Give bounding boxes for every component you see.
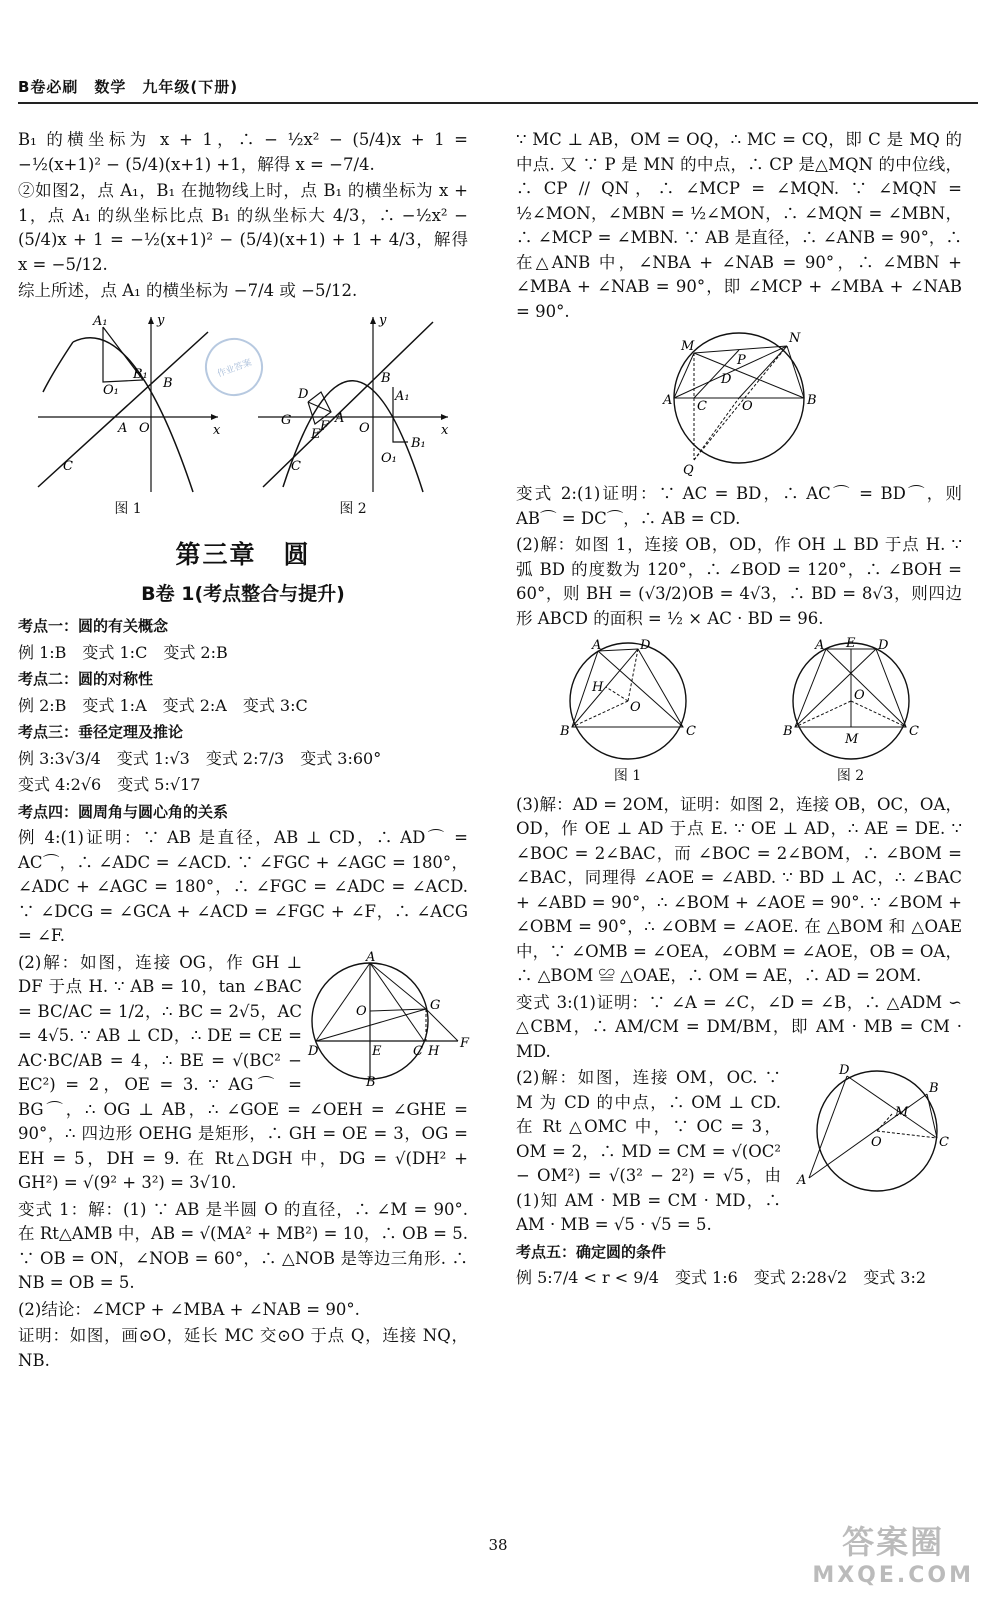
svg-text:G: G bbox=[281, 412, 292, 428]
figure-caption: 图 2 bbox=[339, 500, 367, 517]
svg-text:F: F bbox=[320, 418, 330, 434]
svg-text:B: B bbox=[366, 1074, 376, 1090]
svg-text:C: C bbox=[63, 458, 73, 474]
paragraph: ∵ MC ⊥ AB，OM = OQ，∴ MC = CQ，即 C 是 MQ 的中点. 又 ∵ P 是 MN 的中点，∴ CP 是△MQN 的中位线，∴ CP // QN，∴ ∠MCP = ∠MQN. ∵ ∠MQN = ½∠MON，∠MBN = ½∠MON，∴ ∠MQN = ∠MBN，∴ ∠MCP = ∠MBN. ∵ AB 是直径，∴ ∠ANB = 90°，∴ 在△ANB 中，∠NBA + ∠NAB = 90°，∴ ∠MBN + ∠MBA + ∠NAB = 90°，即 ∠MCP + ∠MBA + ∠NAB = 90°. bbox=[516, 130, 962, 321]
circle-diagram-ex4 bbox=[308, 949, 470, 1090]
topic-heading: 考点一：圆的有关概念 bbox=[18, 617, 169, 635]
svg-text:x: x bbox=[213, 422, 221, 438]
figure-1 bbox=[548, 639, 708, 789]
svg-text:A: A bbox=[797, 1173, 807, 1188]
right-column bbox=[516, 128, 962, 1293]
svg-text:B: B bbox=[163, 375, 173, 391]
svg-text:O: O bbox=[356, 1003, 367, 1019]
page-number: 38 bbox=[488, 1536, 508, 1554]
paragraph: (2)解：如图，连接 OG，作 GH ⊥ DF 于点 H. ∵ AB = 10，tan ∠BAC = BC/AC = 1/2，∴ BC = 2√5，AC = 4√5. ∵ AB ⊥ CD，∴ DE = CE = AC·BC/AB = 4，∴ BE = √(BC² − EC²) = 2，OE = 3. ∵ AG⌒ = BG⌒，∴ OG ⊥ AB，∴ ∠GOE = ∠OEH = ∠GHE = 90°，∴ 四边形 OEHG 是矩形，∴ GH = OE = 3，OG = EH = 5，DH = 9. 在 Rt△DGH 中，DG = √(DH² + GH²) = √(9² + 3²) = 3√10. bbox=[18, 952, 468, 1192]
svg-text:O: O bbox=[742, 399, 753, 414]
watermark-line: MXQE.COM bbox=[812, 1563, 974, 1588]
svg-text:M: M bbox=[844, 732, 858, 747]
parabola-diagram-2 bbox=[253, 312, 453, 497]
paragraph: (3)解：AD = 2OM，证明：如图 2，连接 OB，OC，OA，OD，作 OE ⊥ AD 于点 E. ∵ OE ⊥ AD，∴ AE = DE. ∵ ∠BOC = 2∠BAC，而 ∠BOC = 2∠BOM，∴ ∠BOM = ∠BAC，同理得 ∠AOE = ∠ABD. ∵ BD ⊥ AC，∴ ∠BAC + ∠ABD = 90°，∴ ∠BOM + ∠AOE = 90°. ∵ ∠BOM + ∠OBM = 90°，∴ ∠OBM = ∠AOE. 在 △BOM 和 △OAE 中，∵ ∠OMB = ∠OEA，∠OBM = ∠AOE，OB = OA，∴ △BOM ≌ △OAE，∴ OM = AE，∴ AD = 2OM. bbox=[516, 794, 962, 985]
paragraph: 证明：如图，画⊙O，延长 MC 交⊙O 于点 Q，连接 NQ，NB. bbox=[18, 1326, 468, 1370]
svg-text:A: A bbox=[118, 420, 128, 436]
circle-diagram-cd bbox=[787, 1063, 962, 1196]
svg-text:B: B bbox=[381, 370, 391, 386]
svg-text:B: B bbox=[929, 1081, 939, 1096]
paragraph: 变式 2:(1)证明：∵ AC = BD，∴ AC⌒ = BD⌒，则 AB⌒ = DC⌒，∴ AB = CD. bbox=[516, 484, 962, 528]
svg-text:O: O bbox=[359, 420, 370, 436]
svg-text:F: F bbox=[460, 1035, 470, 1051]
svg-text:H: H bbox=[591, 680, 603, 695]
answer-line: 例 3:3√3/4 变式 1:√3 变式 2:7/3 变式 3:60° bbox=[18, 748, 382, 768]
svg-text:O: O bbox=[629, 700, 641, 715]
svg-text:C: C bbox=[413, 1043, 423, 1059]
answer-line: 例 2:B 变式 1:A 变式 2:A 变式 3:C bbox=[18, 695, 308, 715]
svg-text:A₁: A₁ bbox=[395, 388, 410, 404]
svg-text:M: M bbox=[681, 339, 695, 354]
svg-text:A: A bbox=[663, 393, 673, 408]
svg-text:G: G bbox=[430, 997, 441, 1013]
svg-text:D: D bbox=[308, 1043, 319, 1059]
svg-text:E: E bbox=[372, 1043, 382, 1059]
svg-text:B: B bbox=[807, 393, 817, 408]
topic-heading: 考点四：圆周角与圆心角的关系 bbox=[18, 802, 229, 821]
paragraph: (2)结论：∠MCP + ∠MBA + ∠NAB = 90°. bbox=[18, 1299, 360, 1319]
left-column bbox=[18, 128, 468, 1375]
svg-text:x: x bbox=[441, 422, 449, 438]
quad-figures bbox=[516, 636, 962, 789]
svg-text:Q: Q bbox=[683, 463, 694, 478]
svg-text:E: E bbox=[311, 426, 321, 442]
topic-heading: 考点五：确定圆的条件 bbox=[516, 1242, 667, 1261]
paragraph: ②如图2，点 A₁，B₁ 在抛物线上时，点 B₁ 的横坐标为 x + 1，点 A₁ 的纵坐标比点 B₁ 的纵坐标大 4/3，∴ −½x² − (5/4)x + 1 = −½(x+1)² − (5/4)(x+1) + 1 + 4/3，解得 x = −5/12. bbox=[18, 181, 468, 274]
svg-text:C: C bbox=[697, 399, 707, 414]
watermark-logo bbox=[812, 1517, 974, 1588]
stamp-mark: 作业答案 bbox=[197, 330, 271, 404]
svg-text:D: D bbox=[721, 372, 732, 387]
svg-text:P: P bbox=[737, 353, 746, 368]
circle-quad-diagram-2 bbox=[771, 636, 931, 764]
svg-text:B₁: B₁ bbox=[411, 435, 426, 451]
svg-text:D: D bbox=[639, 638, 650, 653]
svg-text:O: O bbox=[871, 1135, 882, 1150]
parabola-diagram-1 bbox=[33, 312, 223, 497]
figure-caption: 图 1 bbox=[114, 500, 142, 517]
svg-text:D: D bbox=[298, 386, 309, 402]
svg-text:C: C bbox=[939, 1135, 949, 1150]
svg-text:O: O bbox=[853, 688, 865, 703]
circle-diagram-mn bbox=[639, 328, 839, 478]
svg-text:O₁: O₁ bbox=[103, 382, 119, 398]
figure-caption: 图 2 bbox=[836, 768, 865, 784]
svg-text:B: B bbox=[782, 724, 793, 739]
svg-text:A: A bbox=[591, 638, 601, 653]
paragraph: 变式 1：解：(1) ∵ AB 是半圆 O 的直径，∴ ∠M = 90°. 在 Rt△AMB 中，AB = √(MA² + MB²) = 10，∴ OB = 5. ∵ OB = ON，∠NOB = 60°，∴ △NOB 是等边三角形. ∴ NB = OB = 5. bbox=[18, 1199, 468, 1292]
figure-2 bbox=[771, 636, 931, 789]
svg-text:D: D bbox=[839, 1063, 850, 1078]
figure-caption: 图 1 bbox=[613, 768, 642, 784]
answer-line: 例 5:7/4 < r < 9/4 变式 1:6 变式 2:28√2 变式 3:2 bbox=[516, 1268, 927, 1287]
svg-text:A₁: A₁ bbox=[93, 313, 108, 329]
svg-text:C: C bbox=[291, 458, 301, 474]
paragraph: 变式 3:(1)证明：∵ ∠A = ∠C，∠D = ∠B，∴ △ADM ∽ △CBM，∴ AM/CM = DM/BM，即 AM · MB = CM · MD. bbox=[516, 992, 962, 1061]
svg-text:M: M bbox=[895, 1105, 909, 1120]
paragraph: 综上所述，点 A₁ 的横坐标为 −7/4 或 −5/12. bbox=[18, 281, 358, 300]
header-rule bbox=[18, 102, 978, 104]
answer-line: 变式 4:2√6 变式 5:√17 bbox=[18, 775, 201, 794]
svg-text:O: O bbox=[139, 420, 150, 436]
paragraph: (2)解：如图 1，连接 OB，OD，作 OH ⊥ BD 于点 H. ∵ 弧 BD 的度数为 120°，∴ ∠BOD = 120°，∴ ∠BOH = 60°，则 BH = (√3/2)OB = 4√3，∴ BD = 8√3，则四边形 ABCD 的面积 = ½ × AC · BD = 96. bbox=[516, 535, 962, 628]
circle-quad-diagram-1 bbox=[548, 639, 708, 764]
svg-text:B₁: B₁ bbox=[133, 366, 148, 382]
svg-text:y: y bbox=[379, 312, 387, 328]
svg-text:B: B bbox=[559, 724, 570, 739]
paragraph: (2)解：如图，连接 OM，OC. ∵ M 为 CD 的中点，∴ OM ⊥ CD. 在 Rt △OMC 中，∵ OC = 3，OM = 2，∴ MD = CM = √(OC² − OM²) = √(3² − 2²) = √5，由(1)知 AM · MB = CM · MD，∴ AM · MB = √5 · √5 = 5. bbox=[516, 1068, 781, 1234]
svg-text:A: A bbox=[814, 638, 824, 653]
svg-text:A: A bbox=[335, 410, 345, 426]
svg-text:O₁: O₁ bbox=[381, 450, 397, 466]
topic-heading: 考点三：垂径定理及推论 bbox=[18, 723, 184, 741]
svg-text:A: A bbox=[366, 949, 376, 965]
svg-text:C: C bbox=[685, 724, 696, 739]
answer-line: 例 1:B 变式 1:C 变式 2:B bbox=[18, 642, 228, 662]
section-title: B卷 1(考点整合与提升) bbox=[141, 582, 345, 605]
svg-text:H: H bbox=[428, 1043, 440, 1059]
paragraph: 例 4:(1)证明：∵ AB 是直径，AB ⊥ CD，∴ AD⌒ = AC⌒，∴ ∠ADC = ∠ACD. ∵ ∠FGC + ∠AGC = 180°，∠ADC + ∠AGC = 180°，∴ ∠FGC = ∠ADC = ∠ACD. ∵ ∠DCG = ∠GCA + ∠ACD = ∠FGC + ∠F，∴ ∠ACG = ∠F. bbox=[18, 828, 468, 945]
paragraph: B₁ 的横坐标为 x + 1，∴ − ½x² − (5/4)x + 1 = −½(x+1)² − (5/4)(x+1) +1，解得 x = −7/4. bbox=[18, 130, 468, 174]
chapter-title: 第三章 圆 bbox=[175, 540, 311, 569]
svg-text:D: D bbox=[877, 638, 888, 653]
page-header: B卷必刷 数学 九年级(下册) bbox=[18, 78, 239, 96]
watermark-line: 答案圈 bbox=[842, 1523, 945, 1561]
svg-text:E: E bbox=[845, 636, 855, 651]
figure-1 bbox=[33, 312, 223, 522]
svg-text:y: y bbox=[157, 312, 165, 328]
figure-2 bbox=[253, 312, 453, 522]
topic-heading: 考点二：圆的对称性 bbox=[18, 670, 154, 688]
svg-text:N: N bbox=[789, 331, 801, 346]
svg-text:C: C bbox=[908, 724, 919, 739]
